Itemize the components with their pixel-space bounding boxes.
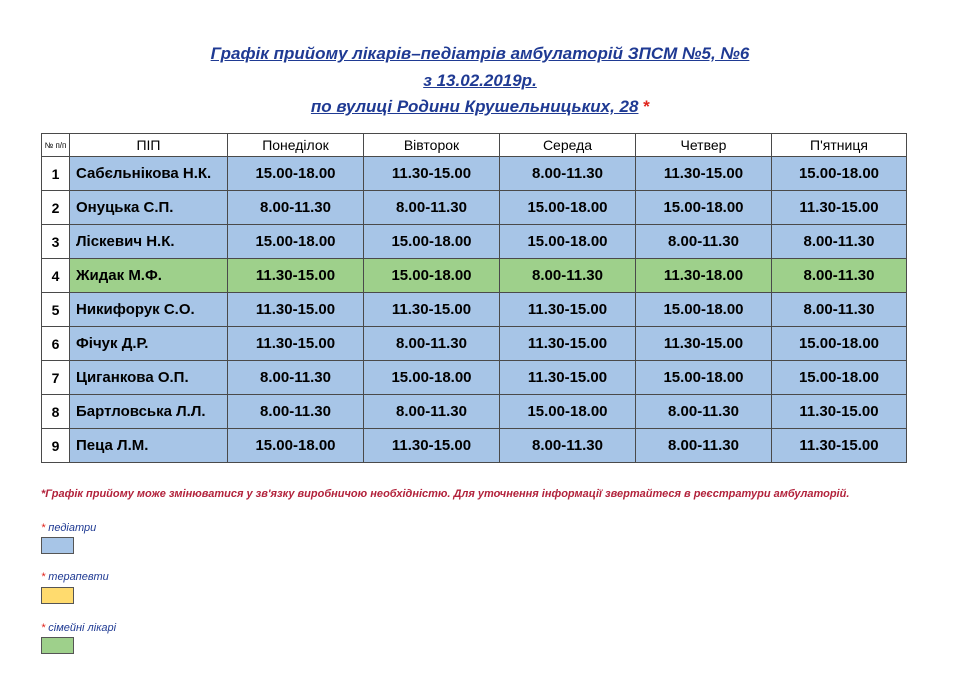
schedule-cell-tue: 11.30-15.00 bbox=[364, 429, 500, 463]
schedule-cell-mon: 15.00-18.00 bbox=[228, 429, 364, 463]
address-text: по вулиці Родини Крушельницьких, 28 bbox=[310, 97, 639, 116]
table-row bbox=[42, 429, 907, 463]
schedule-cell-wed: 11.30-15.00 bbox=[500, 361, 636, 395]
column-header-wednesday: Середа bbox=[500, 134, 636, 157]
schedule-cell-wed: 15.00-18.00 bbox=[500, 225, 636, 259]
schedule-cell-mon: 8.00-11.30 bbox=[228, 191, 364, 225]
schedule-cell-thu: 11.30-18.00 bbox=[636, 259, 772, 293]
header-row bbox=[42, 134, 907, 157]
schedule-cell-thu: 15.00-18.00 bbox=[636, 293, 772, 327]
row-number: 8 bbox=[42, 395, 70, 429]
column-header-thursday: Четвер bbox=[636, 134, 772, 157]
table-row bbox=[42, 191, 907, 225]
schedule-cell-wed: 8.00-11.30 bbox=[500, 429, 636, 463]
legend-swatch-family-doctors bbox=[41, 637, 74, 654]
row-number: 4 bbox=[42, 259, 70, 293]
row-number: 6 bbox=[42, 327, 70, 361]
title-line-2 bbox=[0, 71, 960, 91]
column-header-tuesday: Вівторок bbox=[364, 134, 500, 157]
schedule-cell-thu: 8.00-11.30 bbox=[636, 395, 772, 429]
legend-label-family-doctors bbox=[41, 622, 116, 634]
schedule-cell-mon: 8.00-11.30 bbox=[228, 395, 364, 429]
row-number: 1 bbox=[42, 157, 70, 191]
schedule-cell-tue: 8.00-11.30 bbox=[364, 327, 500, 361]
schedule-cell-mon: 11.30-15.00 bbox=[228, 293, 364, 327]
legend-label-pediatricians bbox=[41, 522, 96, 534]
schedule-cell-fri: 15.00-18.00 bbox=[772, 361, 907, 395]
table-row bbox=[42, 327, 907, 361]
schedule-cell-thu: 15.00-18.00 bbox=[636, 361, 772, 395]
table-row bbox=[42, 157, 907, 191]
schedule-cell-wed: 15.00-18.00 bbox=[500, 191, 636, 225]
legend-label-therapists bbox=[41, 571, 109, 583]
schedule-cell-fri: 11.30-15.00 bbox=[772, 191, 907, 225]
doctor-name: Сабєльнікова Н.К. bbox=[70, 157, 228, 191]
schedule-cell-tue: 15.00-18.00 bbox=[364, 225, 500, 259]
schedule-cell-thu: 8.00-11.30 bbox=[636, 429, 772, 463]
doctor-name: Никифорук С.О. bbox=[70, 293, 228, 327]
schedule-cell-mon: 8.00-11.30 bbox=[228, 361, 364, 395]
schedule-cell-mon: 11.30-15.00 bbox=[228, 259, 364, 293]
doctor-name: Циганкова О.П. bbox=[70, 361, 228, 395]
schedule-cell-fri: 8.00-11.30 bbox=[772, 293, 907, 327]
schedule-table bbox=[41, 133, 907, 463]
schedule-cell-mon: 15.00-18.00 bbox=[228, 225, 364, 259]
doctor-name: Жидак М.Ф. bbox=[70, 259, 228, 293]
row-number: 7 bbox=[42, 361, 70, 395]
schedule-cell-tue: 15.00-18.00 bbox=[364, 259, 500, 293]
table-row bbox=[42, 395, 907, 429]
schedule-cell-fri: 15.00-18.00 bbox=[772, 157, 907, 191]
legend-text: педіатри bbox=[48, 522, 97, 534]
doctor-name: Фічук Д.Р. bbox=[70, 327, 228, 361]
schedule-cell-tue: 8.00-11.30 bbox=[364, 191, 500, 225]
schedule-cell-tue: 11.30-15.00 bbox=[364, 293, 500, 327]
table-row bbox=[42, 293, 907, 327]
legend-asterisk: * bbox=[41, 522, 46, 534]
row-number: 3 bbox=[42, 225, 70, 259]
column-header-friday: П'ятниця bbox=[772, 134, 907, 157]
column-header-name: ПІП bbox=[70, 134, 228, 157]
schedule-cell-mon: 15.00-18.00 bbox=[228, 157, 364, 191]
title-text: Графік прийому лікарів–педіатрів амбулаторій ЗПСМ №5, №6 bbox=[210, 44, 750, 63]
row-number: 2 bbox=[42, 191, 70, 225]
address-asterisk: * bbox=[642, 97, 650, 116]
schedule-cell-wed: 8.00-11.30 bbox=[500, 157, 636, 191]
schedule-cell-thu: 8.00-11.30 bbox=[636, 225, 772, 259]
row-number: 9 bbox=[42, 429, 70, 463]
doctor-name: Онуцька С.П. bbox=[70, 191, 228, 225]
legend-swatch-pediatricians bbox=[41, 537, 74, 554]
table-row bbox=[42, 225, 907, 259]
column-header-num: № п/п bbox=[42, 134, 70, 157]
schedule-cell-tue: 11.30-15.00 bbox=[364, 157, 500, 191]
schedule-cell-fri: 11.30-15.00 bbox=[772, 395, 907, 429]
schedule-cell-thu: 15.00-18.00 bbox=[636, 191, 772, 225]
schedule-cell-fri: 15.00-18.00 bbox=[772, 327, 907, 361]
schedule-cell-wed: 8.00-11.30 bbox=[500, 259, 636, 293]
title-line-3 bbox=[0, 97, 960, 117]
schedule-cell-tue: 15.00-18.00 bbox=[364, 361, 500, 395]
legend-asterisk: * bbox=[41, 622, 46, 634]
schedule-cell-wed: 11.30-15.00 bbox=[500, 293, 636, 327]
schedule-cell-fri: 11.30-15.00 bbox=[772, 429, 907, 463]
doctor-name: Пеца Л.М. bbox=[70, 429, 228, 463]
doctor-name: Ліскевич Н.К. bbox=[70, 225, 228, 259]
table-row bbox=[42, 259, 907, 293]
column-header-monday: Понеділок bbox=[228, 134, 364, 157]
schedule-cell-tue: 8.00-11.30 bbox=[364, 395, 500, 429]
schedule-cell-fri: 8.00-11.30 bbox=[772, 225, 907, 259]
schedule-cell-fri: 8.00-11.30 bbox=[772, 259, 907, 293]
legend-asterisk: * bbox=[41, 571, 46, 583]
row-number: 5 bbox=[42, 293, 70, 327]
schedule-cell-wed: 15.00-18.00 bbox=[500, 395, 636, 429]
schedule-cell-mon: 11.30-15.00 bbox=[228, 327, 364, 361]
schedule-cell-wed: 11.30-15.00 bbox=[500, 327, 636, 361]
schedule-cell-thu: 11.30-15.00 bbox=[636, 327, 772, 361]
doctor-name: Бартловська Л.Л. bbox=[70, 395, 228, 429]
legend-text: терапевти bbox=[48, 571, 109, 583]
date-text: з 13.02.2019р. bbox=[423, 71, 537, 90]
title-line-1 bbox=[0, 44, 960, 64]
legend-swatch-therapists bbox=[41, 587, 74, 604]
schedule-cell-thu: 11.30-15.00 bbox=[636, 157, 772, 191]
legend-text: сімейні лікарі bbox=[48, 622, 117, 634]
schedule-note: *Графік прийому може змінюватися у зв'язку виробничою необхідністю. Для уточнення інформації звертайтеся в реєстратури амбулаторій. bbox=[41, 488, 850, 500]
table-row bbox=[42, 361, 907, 395]
